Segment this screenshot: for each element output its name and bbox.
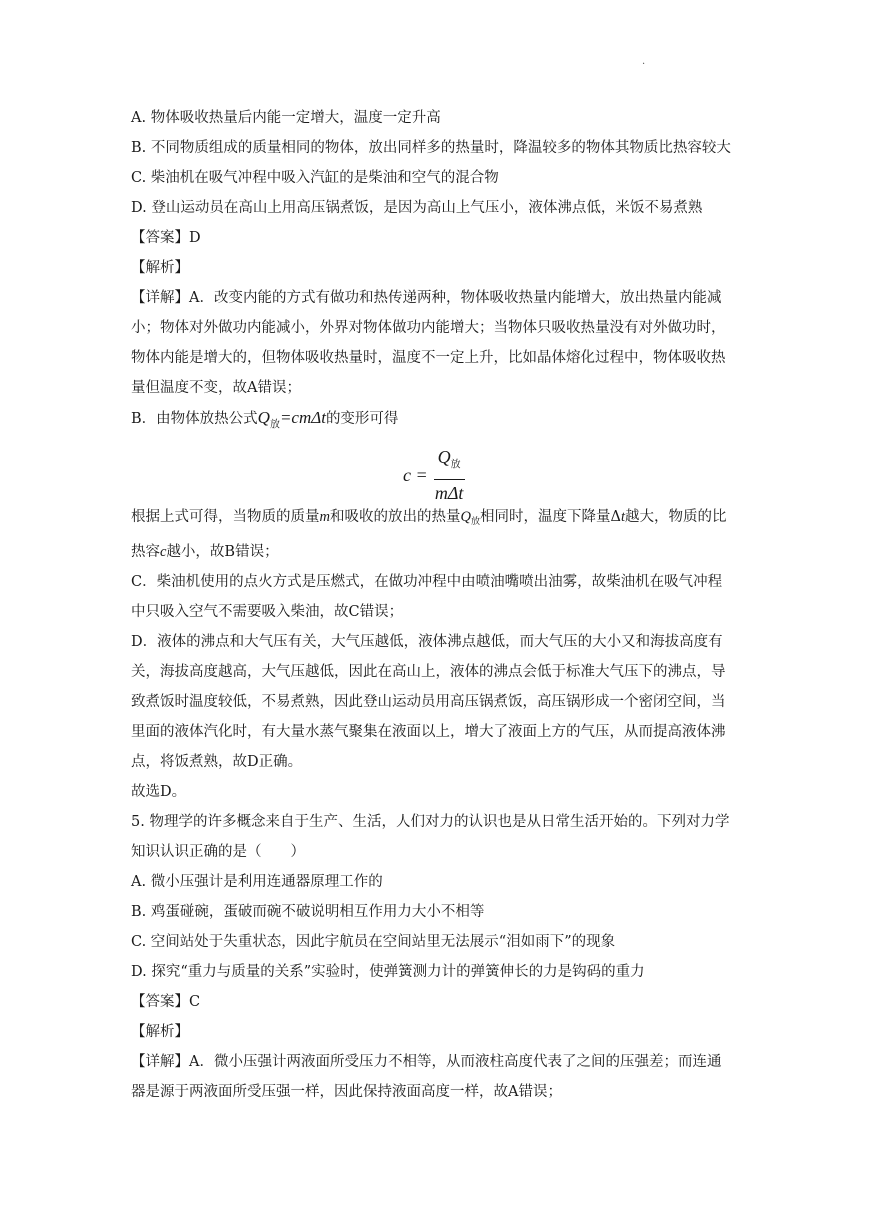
block-formula-lhs: c = [403, 465, 428, 486]
b2-var-q: Q [460, 509, 471, 526]
q5-answer: 【答案】C [131, 994, 201, 1011]
q4-analysis-label: 【解析】 [131, 260, 189, 276]
q5-option-a: A. 微小压强计是利用连通器原理工作的 [131, 874, 383, 891]
formula-q-sub: 放 [269, 419, 280, 431]
header-mark: . [642, 56, 646, 67]
fraction-numerator [434, 446, 465, 480]
inline-formula [257, 408, 326, 431]
q5-analysis-label: 【解析】 [131, 1024, 189, 1041]
q5-option-c: C. 空间站处于失重状态，因此宇航员在空间站里无法展示“泪如雨下”的现象 [131, 934, 616, 951]
q4-option-c: C. 柴油机在吸气冲程中吸入汽缸的是柴油和空气的混合物 [131, 170, 499, 186]
q5-option-d: D. 探究“重力与质量的关系”实验时，使弹簧测力计的弹簧伸长的力是钩码的重力 [131, 964, 645, 981]
q4-detail-d: D．液体的沸点和大气压有关，大气压越低，液体沸点越低，而大气压的大小又和海拔高度有关，海拔高度越高，大气压越低，因此在高山上，液体的沸点会低于标准大气压下的沸点，导致煮饭时温度较低，不易煮熟，因此登山运动员用高压锅煮饭，高压锅形成一个密闭空间，当里面的液体汽化时，有大量水蒸气聚集在液面以上，增大了液面上方的气压，从而提高液体沸点，将饭煮熟，故D正确。 [131, 634, 726, 771]
b2-var-m: m [319, 509, 330, 526]
b2-var-q-sub: 放 [470, 517, 480, 528]
q5-stem: 5. 物理学的许多概念来自于生产、生活，人们对力的认识也是从日常生活开始的。下列对力学知识认识正确的是（ ） [131, 814, 730, 861]
formula-q: Q [257, 408, 270, 427]
numerator-sub: 放 [450, 459, 461, 471]
b2-var-c: c [160, 544, 167, 561]
numerator-q: Q [437, 447, 451, 468]
document-body [131, 103, 735, 1107]
q4-detail-c: C．柴油机使用的点火方式是压燃式，在做功冲程中由喷油嘴喷出油雾，故柴油机在吸气冲程中只吸入空气不需要吸入柴油，故C错误； [131, 574, 723, 621]
q4-option-d: D. 登山运动员在高山上用高压锅煮饭，是因为高山上气压小，液体沸点低，米饭不易煮熟 [131, 200, 703, 216]
b2-text-2: 和吸收的放出的热量 [329, 509, 461, 526]
q4-choice: 故选D。 [131, 784, 187, 801]
q4-detail-b2 [131, 502, 735, 567]
b2-text-1: 根据上式可得，当物质的质量 [131, 509, 320, 526]
q4-detail-a: 【详解】A．改变内能的方式有做功和热传递两种，物体吸收热量内能增大，放出热量内能减小；物体对外做功内能减小，外界对物体做功内能增大；当物体只吸收热量没有对外做功时，物体内能是增大的，但物体吸收热量时，温度不一定上升，比如晶体熔化过程中，物体吸收热量但温度不变，故A错误； [131, 290, 726, 396]
q5-detail-a: 【详解】A．微小压强计两液面所受压力不相等，从而液柱高度代表了之间的压强差；而连通器是源于两液面所受压强一样，因此保持液面高度一样，故A错误； [131, 1054, 722, 1101]
q5-option-b: B. 鸡蛋碰碗，蛋破而碗不破说明相互作用力大小不相等 [131, 904, 485, 921]
b2-var-t: t [620, 509, 625, 526]
b2-text-5: 越小，故B错误； [166, 544, 279, 561]
q4-detail-b-suffix: 的变形可得 [325, 411, 399, 427]
block-formula-fraction [434, 446, 465, 504]
q4-option-a: A. 物体吸收热量后内能一定增大，温度一定升高 [131, 110, 441, 126]
block-formula [131, 442, 735, 503]
b2-text-3: 相同时，温度下降量Δ [479, 509, 621, 526]
q4-detail-b [131, 403, 735, 440]
q4-option-b: B. 不同物质组成的质量相同的物体，放出同样多的热量时，降温较多的物体其物质比热容较大 [131, 140, 731, 156]
q4-answer: 【答案】D [131, 230, 201, 246]
q4-detail-b-prefix: B．由物体放热公式 [131, 411, 258, 427]
b2-text-4: 越大，物质的比热容 [131, 509, 727, 561]
fraction-denominator: mΔt [434, 482, 464, 503]
formula-rest: =cmΔt [279, 408, 326, 427]
